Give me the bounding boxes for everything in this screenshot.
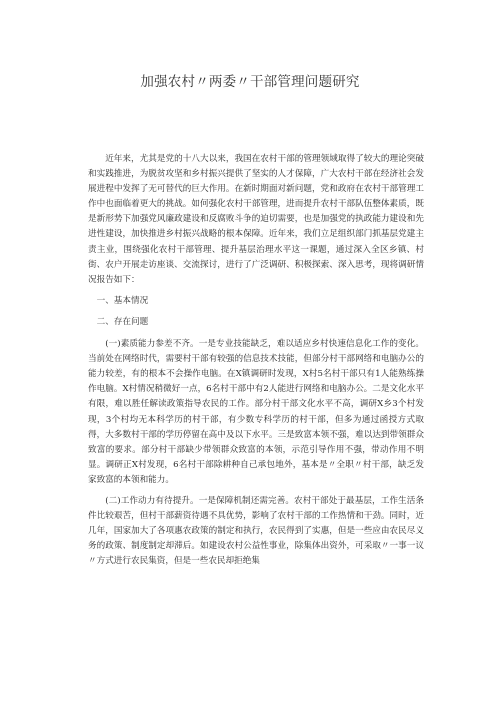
section-heading-basic: 一、基本情况 <box>96 295 149 306</box>
intro-paragraph: 近年来，尤其是党的十八大以来，我国在农村干部的管理领域取得了较大的理论突破和实践推进，为脱贫攻坚和乡村振兴提供了坚实的人才保障，广大农村干部在经济社会发展进程中发挥了无可替代的巨大作用。在新时期面对新问题，党和政府在农村干部管理工作中也面临着更大的挑战。如何强化农村干部管理，进而提升农村干部队伍整体素质，既是新形势下加强党风廉政建设和反腐败斗争的迫切需要，也是加强党的执政能力建设和先进性建设，加快推进乡村振兴战略的根本保障。近年来，我们立足组织部门抓基层党建主责主业，围绕强化农村干部管理、提升基层治理水平这一课题，通过深入全区乡镇、村街、农户开展走访座谈、交流探讨，进行了广泛调研、积极探索、深入思考，现将调研情况报告如下： <box>88 154 424 285</box>
document-title: 加强农村〃两委〃干部管理问题研究 <box>140 74 360 90</box>
document-body <box>88 152 424 569</box>
problem-paragraph-quality: (一)素质能力参差不齐。一是专业技能缺乏，难以适应乡村快速信息化工作的变化。当前处在网络时代，需要村干部有较强的信息技术技能，但部分村干部网络和电脑办公的能力较差，有的根本不会操作电脑。在X镇调研时发现，X村5名村干部只有1人能熟练操作电脑。X村情况稍微好一点，6名村干部中有2人能进行网络和电脑办公。二是文化水平有限，难以胜任解读政策指导农民的工作。部分村干部文化水平不高，调研X乡3个村发现，3个村均无本科学历的村干部，有少数专科学历的村干部，但多为通过函授方式取得，大多数村干部的学历停留在高中及以下水平。三是致富本领不强，难以达到带领群众致富的要求。部分村干部缺少带领群众致富的本领，示范引导作用不强，带动作用不明显。调研正X村发现，6名村干部除耕种自己承包地外，基本是〃全职〃村干部，缺乏发家致富的本领和能力。 <box>88 339 424 485</box>
section-heading-problems: 二、存在问题 <box>96 316 149 327</box>
problem-paragraph-motivation: (二)工作动力有待提升。一是保障机制还需完善。农村干部处于最基层，工作生活条件比较艰苦，但村干部薪资待遇不具优势，影响了农村干部的工作热情和干劲。同时，近几年，国家加大了各项惠农政策的制定和执行，农民得到了实惠，但是一些应由农民尽义务的政策、制度制定却滞后。如建设农村公益性事业，除集体出资外，可采取〃一事一议〃方式进行农民集资，但是一些农民却拒绝集 <box>88 495 424 567</box>
